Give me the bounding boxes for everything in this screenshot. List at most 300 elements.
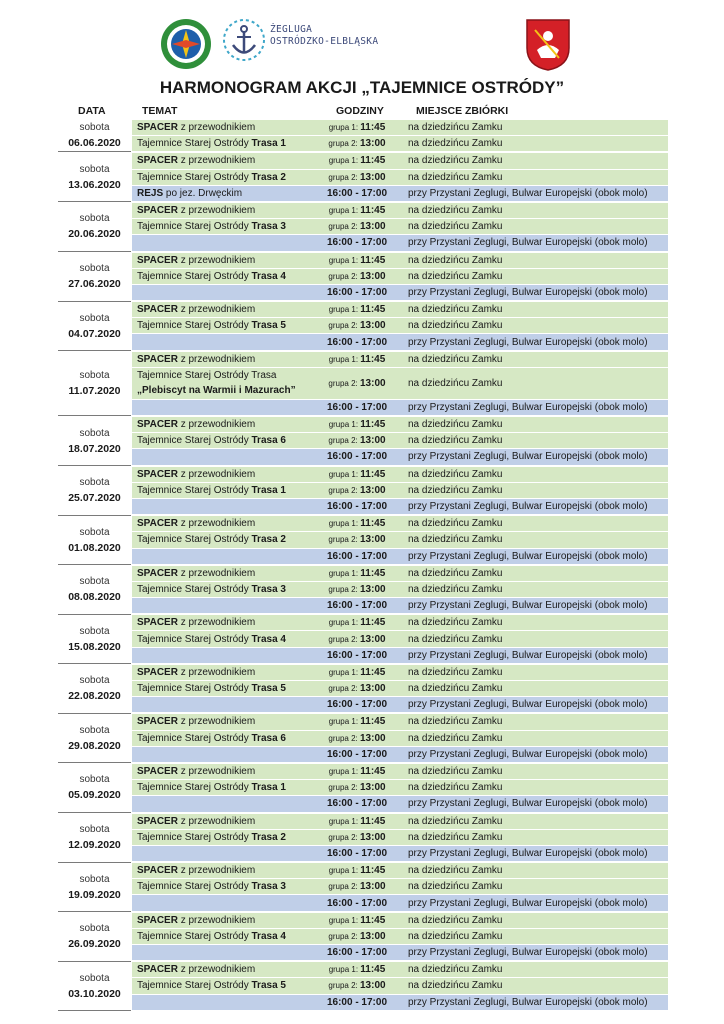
schedule-block (58, 120, 668, 153)
walk-suffix: z przewodnikiem (177, 205, 256, 217)
hours-cell (314, 221, 400, 232)
hours-cell (314, 534, 400, 545)
table-row (132, 863, 668, 879)
cruise-time: 16:00 - 17:00 (326, 550, 388, 562)
weekday-label: sobota (79, 312, 110, 324)
schedule-rows (132, 615, 668, 664)
date-cell (58, 153, 131, 202)
meeting-place: na dziedzińcu Zamku (408, 732, 503, 744)
topic-cell (132, 304, 314, 315)
schedule-rows (132, 516, 668, 565)
walk-label: SPACER (137, 865, 178, 877)
topic-cell (132, 271, 314, 282)
place-cell (400, 964, 668, 975)
start-time: 11:45 (360, 518, 386, 530)
topic-cell (132, 716, 314, 727)
start-time: 11:45 (360, 304, 386, 316)
meeting-place: przy Przystani Żeglugi, Bulwar Europejski (obok molo) (408, 600, 648, 612)
route-name: Trasa 3 (251, 881, 286, 893)
schedule-rows (132, 467, 668, 516)
hours-cell (314, 188, 400, 199)
meeting-place: na dziedzińcu Zamku (408, 122, 503, 134)
hours-cell (314, 501, 400, 512)
start-time: 11:45 (360, 468, 386, 480)
start-time: 11:45 (360, 205, 386, 217)
walk-label: SPACER (137, 254, 178, 266)
topic-cell (132, 832, 314, 843)
group-label: grupa 1: (328, 618, 361, 628)
meeting-place: na dziedzińcu Zamku (408, 815, 503, 827)
topic-cell (132, 683, 314, 694)
weekday-label: sobota (79, 369, 110, 381)
table-row (132, 615, 668, 631)
event-date: 13.06.2020 (68, 178, 121, 191)
group-label: grupa 2: (328, 832, 360, 842)
place-cell (400, 716, 668, 727)
start-time: 13:00 (360, 732, 386, 744)
cruise-time: 16:00 - 17:00 (326, 897, 388, 909)
walk-suffix: z przewodnikiem (177, 666, 256, 678)
place-cell (400, 435, 668, 446)
schedule-rows (132, 253, 668, 302)
meeting-place: na dziedzińcu Zamku (408, 930, 503, 942)
weekday-label: sobota (79, 263, 110, 274)
place-cell (400, 683, 668, 694)
start-time: 11:45 (360, 766, 386, 778)
hours-cell (314, 485, 400, 496)
place-cell (400, 898, 668, 909)
hours-cell (314, 667, 400, 678)
meeting-place: na dziedzińcu Zamku (408, 766, 503, 778)
hours-cell (314, 915, 400, 926)
walk-label: SPACER (137, 518, 178, 530)
meeting-place: na dziedzińcu Zamku (408, 583, 503, 595)
table-row (132, 170, 668, 186)
meeting-place: na dziedzińcu Zamku (408, 138, 503, 150)
cruise-time: 16:00 - 17:00 (326, 501, 388, 513)
event-date: 03.10.2020 (68, 987, 121, 1000)
place-cell (400, 667, 668, 678)
place-cell (400, 980, 668, 991)
column-header-hours: GODZINY (336, 105, 384, 117)
route-prefix: Tajemnice Starej Ostródy (137, 138, 252, 150)
start-time: 11:45 (360, 567, 386, 579)
meeting-place: na dziedzińcu Zamku (408, 221, 503, 233)
event-date: 12.09.2020 (68, 839, 121, 851)
start-time: 13:00 (360, 171, 386, 183)
cruise-time: 16:00 - 17:00 (326, 748, 388, 760)
hours-cell (314, 898, 400, 909)
weekday-label: sobota (79, 873, 110, 885)
place-cell (400, 188, 668, 199)
group-label: grupa 1: (328, 667, 361, 677)
event-date: 26.09.2020 (68, 938, 121, 951)
topic-cell (132, 205, 314, 216)
column-header-place: MIEJSCE ZBIÓRKI (416, 105, 509, 117)
walk-label: SPACER (137, 815, 178, 827)
date-cell (58, 615, 131, 664)
schedule-block (58, 253, 668, 303)
meeting-place: na dziedzińcu Zamku (408, 435, 503, 447)
group-label: grupa 2: (328, 271, 360, 281)
hours-cell (314, 782, 400, 793)
walk-suffix: z przewodnikiem (177, 567, 256, 579)
table-row (132, 417, 668, 433)
hours-cell (314, 378, 400, 389)
route-prefix: Tajemnice Starej Ostródy (137, 435, 252, 447)
hours-cell (314, 518, 400, 529)
route-prefix: Tajemnice Starej Ostródy (137, 633, 252, 645)
walk-label: SPACER (137, 567, 178, 579)
topic-cell (132, 964, 314, 975)
start-time: 13:00 (360, 881, 386, 893)
topic-cell (132, 881, 314, 892)
place-cell (400, 451, 668, 462)
topic-cell (132, 865, 314, 876)
start-time: 13:00 (360, 782, 386, 794)
place-cell (400, 782, 668, 793)
topic-cell (132, 980, 314, 991)
route-prefix: Tajemnice Starej Ostródy (137, 683, 252, 695)
table-row (132, 913, 668, 929)
meeting-place: przy Przystani Żeglugi, Bulwar Europejski (obok molo) (408, 286, 648, 298)
group-label: grupa 1: (328, 206, 361, 216)
topic-cell (132, 469, 314, 480)
schedule-block (58, 352, 668, 417)
place-cell (400, 501, 668, 512)
meeting-place: na dziedzińcu Zamku (408, 567, 503, 579)
date-cell (58, 352, 131, 416)
place-cell (400, 816, 668, 827)
table-row (132, 483, 668, 499)
table-row (132, 186, 668, 202)
place-cell (400, 122, 668, 133)
place-cell (400, 749, 668, 760)
date-cell (58, 764, 131, 813)
meeting-place: przy Przystani Żeglugi, Bulwar Europejski (obok molo) (408, 237, 648, 249)
place-cell (400, 287, 668, 298)
table-row (132, 764, 668, 780)
route-name: Trasa 6 (251, 732, 286, 744)
schedule-block (58, 153, 668, 203)
start-time: 11:45 (360, 815, 386, 827)
route-name: Trasa 5 (251, 683, 286, 695)
table-row (132, 962, 668, 978)
cruise-label: REJS (137, 187, 164, 199)
start-time: 13:00 (360, 583, 386, 595)
event-date: 15.08.2020 (68, 640, 121, 653)
walk-suffix: z przewodnikiem (177, 254, 256, 266)
start-time: 13:00 (360, 484, 386, 496)
weekday-label: sobota (79, 625, 110, 637)
table-row (132, 433, 668, 449)
place-cell (400, 354, 668, 365)
group-label: grupa 2: (328, 485, 360, 495)
date-cell (58, 417, 131, 466)
table-row (132, 203, 668, 219)
route-prefix: Tajemnice Starej Ostródy (137, 221, 252, 233)
group-label: grupa 1: (328, 866, 361, 876)
place-cell (400, 138, 668, 149)
schedule-block (58, 615, 668, 665)
hours-cell (314, 551, 400, 562)
start-time: 11:45 (360, 122, 386, 134)
hours-cell (314, 947, 400, 958)
event-date: 08.08.2020 (68, 591, 121, 604)
hours-cell (314, 931, 400, 942)
table-row (132, 978, 668, 994)
walk-suffix: z przewodnikiem (177, 815, 256, 827)
cruise-time: 16:00 - 17:00 (326, 600, 388, 612)
group-label: grupa 2: (328, 634, 360, 644)
topic-cell (132, 172, 314, 183)
place-cell (400, 551, 668, 562)
hours-cell (314, 122, 400, 133)
route-name: Trasa 2 (251, 171, 286, 183)
schedule-rows (132, 665, 668, 714)
walk-label: SPACER (137, 155, 178, 167)
walk-label: SPACER (137, 666, 178, 678)
place-cell (400, 320, 668, 331)
meeting-place: przy Przystani Żeglugi, Bulwar Europejski (obok molo) (408, 947, 648, 959)
route-name: Trasa 1 (251, 138, 286, 150)
weekday-label: sobota (79, 576, 110, 588)
weekday-label: sobota (79, 824, 110, 835)
shipping-logo-text: ŻEGLUGA OSTRÓDZKO-ELBLĄSKA (270, 24, 379, 47)
header (0, 0, 724, 118)
start-time: 13:00 (360, 683, 386, 695)
table-row (132, 648, 668, 664)
schedule-rows (132, 913, 668, 962)
hours-cell (314, 848, 400, 859)
meeting-place: na dziedzińcu Zamku (408, 171, 503, 183)
place-cell (400, 337, 668, 348)
event-date: 20.06.2020 (68, 228, 121, 241)
hours-cell (314, 766, 400, 777)
route-name: Trasa 3 (251, 221, 286, 233)
event-date: 05.09.2020 (68, 789, 121, 802)
route-name: Trasa 2 (251, 831, 286, 843)
walk-suffix: z przewodnikiem (177, 419, 256, 431)
meeting-place: na dziedzińcu Zamku (408, 270, 503, 282)
table-row (132, 318, 668, 334)
hours-cell (314, 881, 400, 892)
walk-suffix: z przewodnikiem (177, 716, 256, 728)
place-cell (400, 650, 668, 661)
table-row (132, 400, 668, 416)
meeting-place: przy Przystani Żeglugi, Bulwar Europejski (obok molo) (408, 699, 648, 711)
walk-label: SPACER (137, 914, 178, 926)
date-cell (58, 863, 131, 912)
date-cell (58, 814, 131, 863)
meeting-place: na dziedzińcu Zamku (408, 205, 503, 217)
start-time: 13:00 (360, 320, 386, 332)
hours-cell (314, 320, 400, 331)
table-row (132, 731, 668, 747)
column-header-topic: TEMAT (142, 105, 178, 117)
group-label: grupa 2: (328, 172, 360, 182)
walk-label: SPACER (137, 716, 178, 728)
meeting-place: na dziedzińcu Zamku (408, 377, 503, 389)
start-time: 13:00 (360, 435, 386, 447)
group-label: grupa 1: (328, 469, 361, 479)
walk-label: SPACER (137, 304, 178, 316)
meeting-place: na dziedzińcu Zamku (408, 320, 503, 332)
group-label: grupa 2: (328, 981, 360, 991)
group-label: grupa 1: (328, 816, 361, 826)
meeting-place: na dziedzińcu Zamku (408, 617, 503, 629)
topic-cell (132, 617, 314, 628)
hours-cell (314, 816, 400, 827)
schedule-rows (132, 352, 668, 416)
start-time: 11:45 (360, 419, 386, 431)
page-title: HARMONOGRAM AKCJI „TAJEMNICE OSTRÓDY” (159, 78, 565, 97)
weekday-label: sobota (79, 122, 110, 133)
start-time: 13:00 (360, 270, 386, 282)
start-time: 11:45 (360, 353, 386, 365)
walk-suffix: z przewodnikiem (177, 865, 256, 877)
cruise-time: 16:00 - 17:00 (326, 699, 388, 711)
route-prefix: Tajemnice Starej Ostródy (137, 732, 252, 744)
hours-cell (314, 964, 400, 975)
route-name: Trasa 5 (251, 320, 286, 332)
cruise-time: 16:00 - 17:00 (326, 451, 388, 463)
place-cell (400, 881, 668, 892)
walk-label: SPACER (137, 122, 178, 134)
route-prefix: Tajemnice Starej Ostródy (137, 270, 252, 282)
place-cell (400, 402, 668, 413)
column-header-date: DATA (78, 105, 106, 117)
walk-suffix: z przewodnikiem (177, 914, 256, 926)
meeting-place: na dziedzińcu Zamku (408, 980, 503, 992)
event-date: 25.07.2020 (68, 492, 121, 505)
place-cell (400, 617, 668, 628)
walk-label: SPACER (137, 468, 178, 480)
schedule-rows (132, 863, 668, 912)
start-time: 11:45 (360, 666, 386, 678)
hours-cell (314, 617, 400, 628)
schedule-block (58, 913, 668, 963)
meeting-place: na dziedzińcu Zamku (408, 666, 503, 678)
hours-cell (314, 980, 400, 991)
walk-label: SPACER (137, 353, 178, 365)
table-row (132, 895, 668, 911)
walk-label: SPACER (137, 617, 178, 629)
date-cell (58, 665, 131, 714)
meeting-place: na dziedzińcu Zamku (408, 484, 503, 496)
table-row (132, 929, 668, 945)
route-prefix: Tajemnice Starej Ostródy (137, 583, 252, 595)
meeting-place: na dziedzińcu Zamku (408, 782, 503, 794)
weekday-label: sobota (79, 923, 110, 935)
meeting-place: na dziedzińcu Zamku (408, 964, 503, 976)
weekday-label: sobota (79, 427, 110, 439)
group-label: grupa 2: (328, 931, 360, 941)
group-label: grupa 2: (328, 139, 360, 149)
table-row (132, 153, 668, 169)
schedule-rows (132, 153, 668, 202)
group-label: grupa 1: (328, 156, 361, 166)
cruise-suffix: po jez. Drwęckim (163, 187, 243, 199)
table-row (132, 302, 668, 318)
topic-cell (132, 518, 314, 529)
schedule-table (58, 120, 668, 1012)
table-row (132, 235, 668, 251)
cruise-time: 16:00 - 17:00 (326, 649, 388, 661)
meeting-place: przy Przystani Żeglugi, Bulwar Europejski (obok molo) (408, 501, 648, 513)
event-date: 01.08.2020 (68, 541, 121, 554)
walk-label: SPACER (137, 419, 178, 431)
event-date: 06.06.2020 (68, 137, 121, 149)
place-cell (400, 947, 668, 958)
table-row (132, 499, 668, 515)
meeting-place: na dziedzińcu Zamku (408, 914, 503, 926)
place-cell (400, 304, 668, 315)
place-cell (400, 271, 668, 282)
hours-cell (314, 716, 400, 727)
start-time: 13:00 (360, 138, 386, 150)
date-cell (58, 253, 131, 302)
hours-cell (314, 402, 400, 413)
route-prefix: Tajemnice Starej Ostródy (137, 484, 252, 496)
schedule-rows (132, 714, 668, 763)
start-time: 13:00 (360, 377, 386, 389)
start-time: 11:45 (360, 617, 386, 629)
place-cell (400, 798, 668, 809)
topic-cell (132, 138, 314, 149)
group-label: grupa 2: (328, 584, 360, 594)
table-row (132, 780, 668, 796)
hours-cell (314, 832, 400, 843)
weekday-label: sobota (79, 675, 110, 687)
hours-cell (314, 337, 400, 348)
walk-label: SPACER (137, 766, 178, 778)
group-label: grupa 1: (328, 717, 361, 727)
meeting-place: na dziedzińcu Zamku (408, 881, 503, 893)
place-cell (400, 469, 668, 480)
route-prefix: Tajemnice Starej Ostródy (137, 171, 252, 183)
hours-cell (314, 205, 400, 216)
cruise-time: 16:00 - 17:00 (326, 237, 388, 249)
route-prefix: Tajemnice Starej Ostródy (137, 320, 252, 332)
place-cell (400, 865, 668, 876)
date-cell (58, 913, 131, 962)
topic-cell (132, 485, 314, 496)
table-row (132, 532, 668, 548)
meeting-place: na dziedzińcu Zamku (408, 633, 503, 645)
start-time: 13:00 (360, 930, 386, 942)
meeting-place: przy Przystani Żeglugi, Bulwar Europejski (obok molo) (408, 798, 648, 810)
route-prefix: Tajemnice Starej Ostródy (137, 980, 252, 992)
walk-suffix: z przewodnikiem (177, 468, 256, 480)
place-cell (400, 237, 668, 248)
meeting-place: na dziedzińcu Zamku (408, 419, 503, 431)
hours-cell (314, 749, 400, 760)
hours-cell (314, 865, 400, 876)
group-label: grupa 1: (328, 767, 361, 777)
cruise-time: 16:00 - 17:00 (326, 947, 388, 959)
table-row (132, 285, 668, 301)
table-row (132, 747, 668, 763)
table-row (132, 697, 668, 713)
walk-suffix: z przewodnikiem (177, 304, 256, 316)
table-row (132, 368, 668, 400)
topic-cell (132, 733, 314, 744)
table-row (132, 566, 668, 582)
schedule-block (58, 566, 668, 616)
meeting-place: na dziedzińcu Zamku (408, 534, 503, 546)
event-date: 19.09.2020 (68, 888, 121, 901)
